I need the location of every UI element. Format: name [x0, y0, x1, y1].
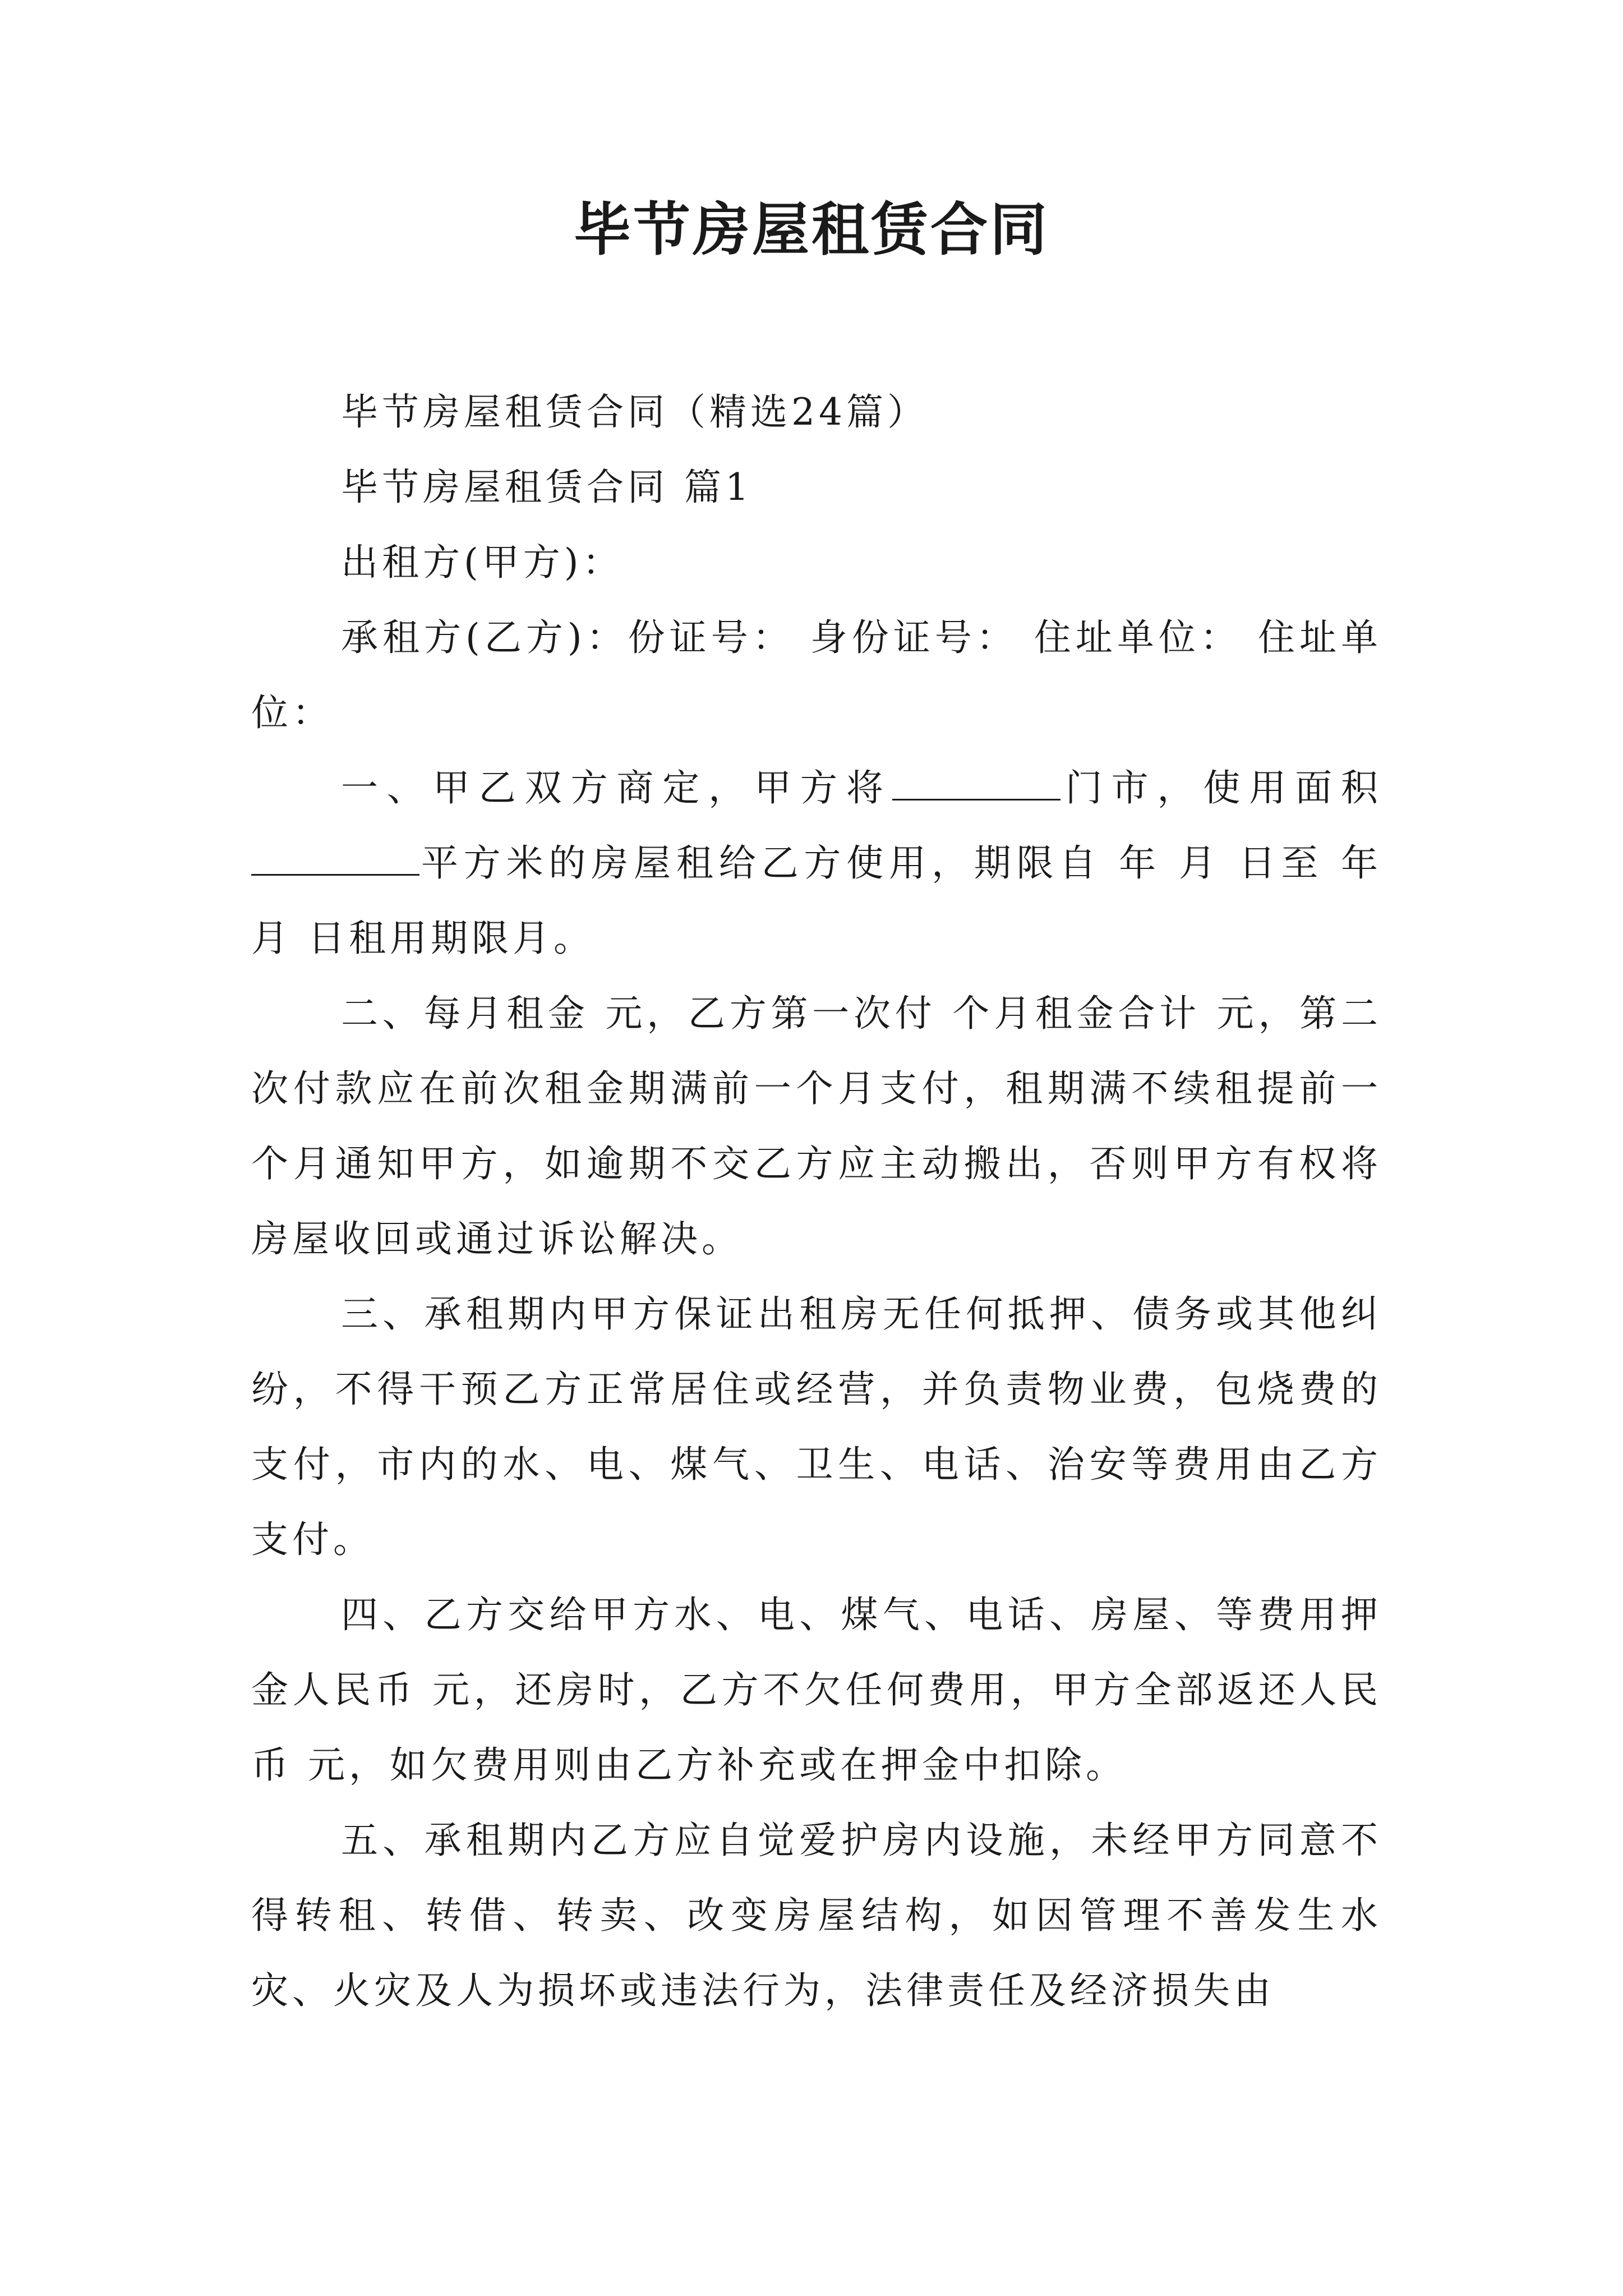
document-subtitle: 毕节房屋租赁合同（精选24篇） [341, 390, 928, 434]
clause-5: 五、承租期内乙方应自觉爱护房内设施，未经甲方同意不得转租、转借、转卖、改变房屋结构，如因管理不善发生水灾、火灾及人为损坏或违法行为，法律责任及经济损失由 [251, 1819, 1382, 2012]
fill-in-blank-storefront [892, 765, 1061, 800]
clause-1-text-b: 门市，使用面积 [1060, 766, 1382, 809]
lessee-line: 承租方(乙方)：份证号： 身份证号： 住址单位： 住址单位： [251, 616, 1382, 734]
document-title: 毕节房屋租赁合同 [574, 196, 1049, 264]
clause-2: 二、每月租金 元，乙方第一次付 个月租金合计 元，第二次付款应在前次租金期满前一个月支付，租期满不续租提前一个月通知甲方，如逾期不交乙方应主动搬出，否则甲方有权将房屋收回或通过诉讼解决。 [251, 992, 1382, 1260]
fill-in-blank-area [251, 840, 419, 876]
section-heading: 毕节房屋租赁合同 篇1 [341, 466, 753, 509]
lessor-line: 出租方(甲方)： [341, 541, 624, 584]
clause-3: 三、承租期内甲方保证出租房无任何抵押、债务或其他纠纷，不得干预乙方正常居住或经营，并负责物业费，包烧费的支付，市内的水、电、煤气、卫生、电话、治安等费用由乙方支付。 [251, 1292, 1382, 1561]
clause-4: 四、乙方交给甲方水、电、煤气、电话、房屋、等费用押金人民币 元，还房时，乙方不欠任何费用，甲方全部返还人民币 元，如欠费用则由乙方补充或在押金中扣除。 [251, 1593, 1382, 1787]
clause-1-text-c: 平方米的房屋租给乙方使用，期限自 年 月 日至 年 月 日租用期限月。 [251, 841, 1382, 960]
clause-1 [251, 751, 1382, 976]
document-body [251, 375, 1382, 2028]
clause-1-text-a: 一、甲乙双方商定，甲方将 [341, 766, 892, 809]
